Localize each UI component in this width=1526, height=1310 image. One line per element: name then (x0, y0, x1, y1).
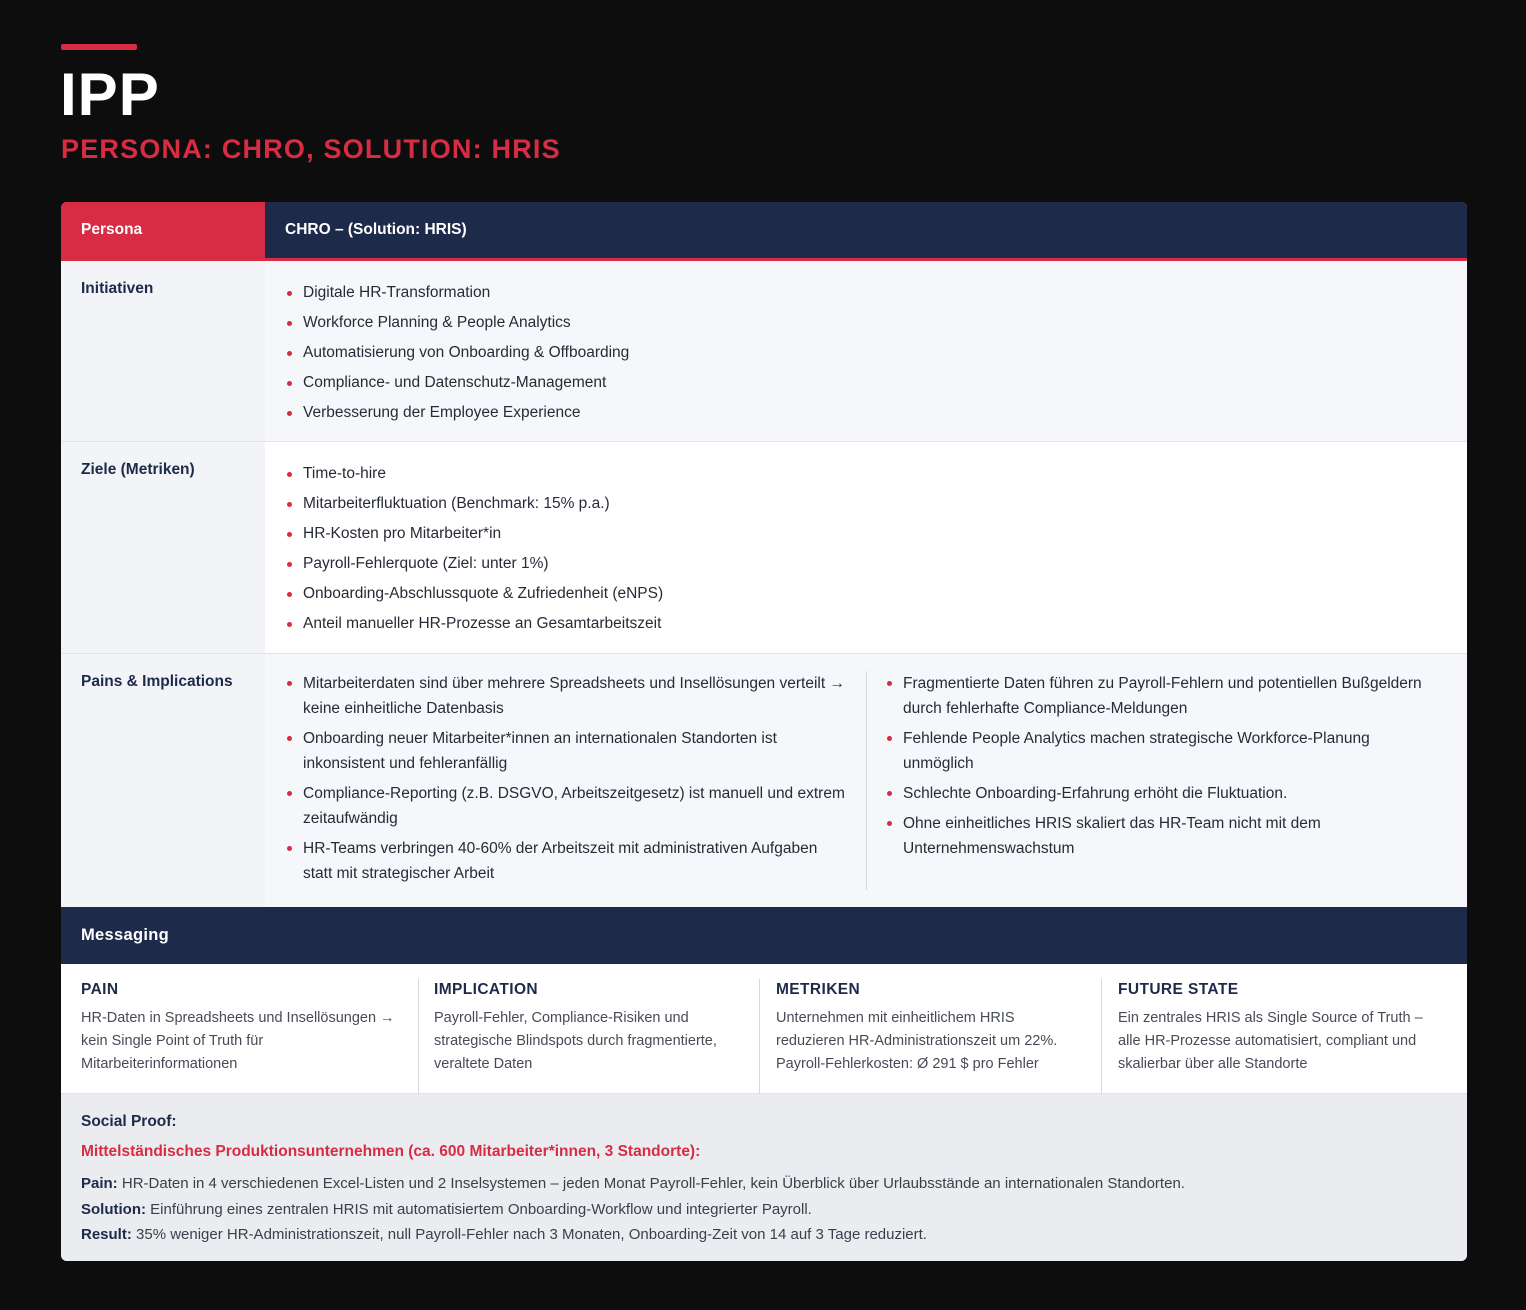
goals-list (285, 459, 1447, 639)
messaging-metrics (759, 979, 1101, 1093)
list-item: Automatisierung von Onboarding & Offboarding (285, 338, 1447, 368)
list-item: Workforce Planning & People Analytics (285, 308, 1447, 338)
messaging-implication-text: Payroll-Fehler, Compliance-Risiken und strategische Blindspots durch fragmentierte, veraltete Daten (434, 1010, 717, 1072)
pains-label: Pains & Implications (81, 673, 233, 690)
messaging-pain (61, 979, 418, 1093)
pains-row (61, 654, 1467, 907)
messaging-metrics-text: Unternehmen mit einheitlichem HRIS reduzieren HR-Administrationszeit um 22%. Payroll-Fehlerkosten: Ø 291 $ pro Fehler (776, 1010, 1058, 1072)
social-proof-solution-label: Solution: (81, 1200, 146, 1218)
list-item: Ohne einheitliches HRIS skaliert das HR-Team nicht mit dem Unternehmenswachstum (885, 811, 1437, 861)
social-proof-title: Social Proof: (81, 1113, 177, 1130)
pains-column (285, 671, 867, 890)
list-item: Compliance- und Datenschutz-Management (285, 368, 1447, 398)
page-title: IPP (60, 61, 160, 128)
page-subtitle: PERSONA: CHRO, SOLUTION: HRIS (61, 134, 561, 164)
initiatives-label: Initiativen (81, 280, 154, 297)
messaging-future-state-title: FUTURE STATE (1118, 981, 1239, 998)
implications-list (885, 671, 1437, 861)
social-proof-result-label: Result: (81, 1226, 132, 1243)
initiatives-row (61, 261, 1467, 442)
list-item: Payroll-Fehlerquote (Ziel: unter 1%) (285, 549, 1447, 579)
social-proof-solution-text: Einführung eines zentralen HRIS mit automatisiertem Onboarding-Workflow und integrierter Payroll. (145, 1200, 812, 1218)
social-proof-result-text: 35% weniger HR-Administrationszeit, null Payroll-Fehler nach 3 Monaten, Onboarding-Zeit von 14 auf 3 Tage reduziert. (131, 1226, 927, 1243)
ipp-card (61, 202, 1467, 1261)
social-proof-pain (81, 1171, 1447, 1197)
list-item: Onboarding-Abschlussquote & Zufriedenheit (eNPS) (285, 579, 1447, 609)
messaging-implication-title: IMPLICATION (434, 981, 538, 998)
list-item: Fehlende People Analytics machen strategische Workforce-Planung unmöglich (885, 726, 1437, 776)
implications-column (867, 671, 1467, 890)
messaging-pain-text: HR-Daten in Spreadsheets und Insellösungen → kein Single Point of Truth für Mitarbeiterinformationen (81, 1010, 395, 1072)
goals-label: Ziele (Metriken) (61, 442, 265, 653)
social-proof-section (61, 1094, 1467, 1261)
list-item: HR-Kosten pro Mitarbeiter*in (285, 519, 1447, 549)
list-item: Verbesserung der Employee Experience (285, 398, 1447, 428)
social-proof-pain-text: HR-Daten in 4 verschiedenen Excel-Listen und 2 Inselsystemen – jeden Monat Payroll-Fehler, kein Überblick über Urlaubsstände an internationalen Standorten. (117, 1175, 1185, 1192)
list-item: Digitale HR-Transformation (285, 278, 1447, 308)
list-item: Anteil manueller HR-Prozesse an Gesamtarbeitszeit (285, 609, 1447, 639)
list-item: Fragmentierte Daten führen zu Payroll-Fehlern und potentiellen Bußgeldern durch fehlerhafte Compliance-Meldungen (885, 671, 1437, 721)
social-proof-result (81, 1222, 1447, 1248)
messaging-metrics-title: METRIKEN (776, 981, 861, 998)
goals-row (61, 442, 1467, 654)
messaging-pain-title: PAIN (81, 981, 119, 998)
social-proof-company: Mittelständisches Produktionsunternehmen (ca. 600 Mitarbeiter*innen, 3 Standorte): (81, 1143, 701, 1160)
list-item: Mitarbeiterfluktuation (Benchmark: 15% p.a.) (285, 489, 1447, 519)
messaging-future-state-text: Ein zentrales HRIS als Single Source of Truth – alle HR-Prozesse automatisiert, compliant und skalierbar über alle Standorte (1118, 1010, 1423, 1072)
social-proof-pain-label: Pain: (81, 1175, 118, 1192)
title-accent-bar (61, 44, 137, 50)
persona-row (61, 202, 1467, 261)
list-item: Compliance-Reporting (z.B. DSGVO, Arbeitszeitgesetz) ist manuell und extrem zeitaufwändig (285, 781, 846, 831)
messaging-implication (418, 979, 759, 1093)
list-item: Mitarbeiterdaten sind über mehrere Spreadsheets und Insellösungen verteilt → keine einheitliche Datenbasis (285, 671, 846, 721)
messaging-future-state (1101, 979, 1467, 1093)
messaging-header: Messaging (61, 907, 1467, 964)
pains-list (285, 671, 846, 886)
persona-label: Persona (61, 202, 265, 258)
social-proof-solution (81, 1197, 1447, 1223)
list-item: HR-Teams verbringen 40-60% der Arbeitszeit mit administrativen Aufgaben statt mit strategischer Arbeit (285, 836, 846, 886)
messaging-row (61, 964, 1467, 1094)
initiatives-list (285, 278, 1447, 428)
list-item: Schlechte Onboarding-Erfahrung erhöht die Fluktuation. (885, 781, 1437, 806)
persona-value: CHRO – (Solution: HRIS) (265, 202, 1467, 258)
list-item: Onboarding neuer Mitarbeiter*innen an internationalen Standorten ist inkonsistent und fehleranfällig (285, 726, 846, 776)
list-item: Time-to-hire (285, 459, 1447, 489)
